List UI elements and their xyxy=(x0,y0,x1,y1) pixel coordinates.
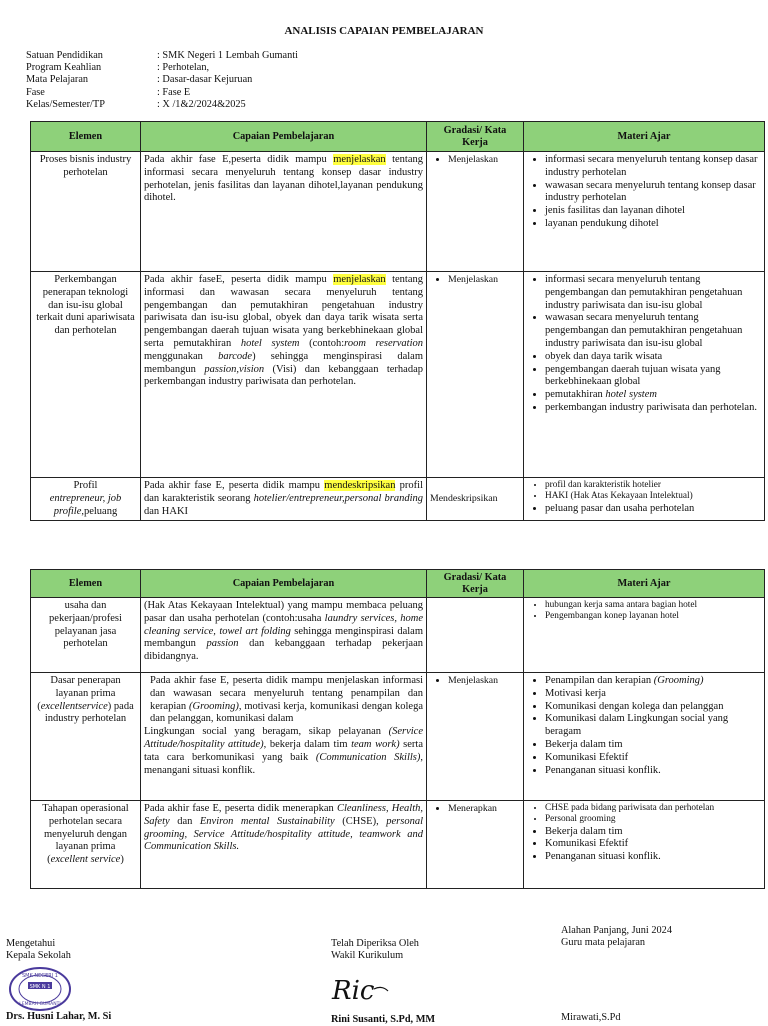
cp-text: Pada akhir fase E, peserta didik mampu menjelaskan informasi dan wawasan secara menyeluruh tentang penampilan dan kerapian xyxy=(150,675,423,712)
teacher-name: Mirawati,S.Pd xyxy=(561,1012,621,1023)
capaian-cell xyxy=(141,598,427,673)
cp-italic: team work) xyxy=(351,738,400,750)
elemen-text: ,peluang xyxy=(81,505,118,517)
cp-italic: hotel system xyxy=(240,337,300,349)
cp-text: , menangani situasi konflik. xyxy=(144,751,423,776)
materi-item: • Motivasi kerja xyxy=(545,688,761,701)
cp-text: , motivasi kerja, komunikasi dengan kolega dan pelanggan, komunikasi dalam xyxy=(150,700,423,725)
materi-item: • Bekerja dalam tim xyxy=(545,739,761,752)
cp-text: Pada akhir faseE, peserta didik mampu xyxy=(144,274,334,285)
cp-text: dan HAKI xyxy=(144,505,189,517)
headmaster-role: Kepala Sekolah xyxy=(6,950,71,962)
header-elemen: Elemen xyxy=(31,570,141,598)
header-capaian: Capaian Pembelajaran xyxy=(141,570,427,598)
identity-block xyxy=(26,50,298,111)
materi-cell xyxy=(524,598,765,673)
materi-cell xyxy=(524,673,765,801)
gradasi-item: • Menerapkan xyxy=(448,803,520,815)
materi-item: • informasi secara menyeluruh tentang pengembangan dan pemutakhiran pengetahuan industry pariwisata dan isu-isu global xyxy=(545,274,761,312)
cp-italic: room reservation xyxy=(344,337,423,349)
highlighted-verb: menjelaskan xyxy=(333,274,386,285)
capaian-cell xyxy=(141,801,427,889)
highlighted-verb: menjelaskan xyxy=(333,154,386,165)
table-row xyxy=(31,801,765,889)
materi-item: • Komunikasi dalam Lingkungan social yang beragam xyxy=(545,713,761,739)
cp-italic: hotelier/entrepreneur,personal branding xyxy=(253,492,423,504)
capaian-cell xyxy=(141,673,427,801)
handwritten-signature xyxy=(330,975,390,1005)
gradasi-cell xyxy=(427,152,524,272)
header-gradasi: Gradasi/ Kata Kerja xyxy=(427,122,524,152)
cp-text: dan xyxy=(169,815,200,827)
table-row xyxy=(31,478,765,521)
headmaster-signature-block xyxy=(6,938,71,963)
materi-item xyxy=(545,389,761,402)
cp-italic: (Service Attitude/hospitality attitude) xyxy=(144,726,423,750)
curriculum-name: Rini Susanti, S.Pd, MM xyxy=(331,1014,436,1025)
meta-value: : Dasar-dasar Kejuruan xyxy=(157,74,253,86)
materi-item: • informasi secara menyeluruh tentang konsep dasar industry perhotelan xyxy=(545,154,761,180)
cp-italic: barcode xyxy=(218,350,253,362)
materi-item: • CHSE pada bidang pariwisata dan perhotelan xyxy=(545,803,761,814)
capaian-cell xyxy=(141,272,427,478)
meta-row xyxy=(26,50,298,62)
header-gradasi: Gradasi/ Kata Kerja xyxy=(427,570,524,598)
materi-item: • Komunikasi dengan kolega dan pelanggan xyxy=(545,701,761,714)
cp-text: sehingga menginspirasi dalam membangun xyxy=(144,625,423,650)
materi-item: • obyek dan daya tarik wisata xyxy=(545,351,761,364)
teacher-role: Guru mata pelajaran xyxy=(561,937,646,949)
elemen-italic: excellent service xyxy=(50,854,121,866)
materi-text: pemutakhiran xyxy=(545,389,606,401)
cp-italic: personal grooming, Service Attitude/hospitality attitude, teamwork and Communication Skills. xyxy=(144,815,423,853)
cp-italic: (Communication Skills) xyxy=(315,751,421,763)
cp-table-page-1 xyxy=(30,121,765,521)
materi-item: • Komunikasi Efektif xyxy=(545,838,761,851)
meta-label: Fase xyxy=(26,86,45,98)
elemen-italic: entrepreneur, job profile xyxy=(49,492,122,517)
elemen-cell: usaha dan pekerjaan/profesi pelayanan jasa perhotelan xyxy=(31,598,141,673)
elemen-cell xyxy=(31,478,141,521)
materi-italic: hotel system xyxy=(605,389,657,401)
cp-text: serta tata cara berkomunikasi yang baik xyxy=(144,738,423,763)
place-date: Alahan Panjang, Juni 2024 xyxy=(561,925,672,936)
cp-text: (CHSE), xyxy=(334,815,387,827)
cp-table-page-2 xyxy=(30,569,765,889)
curriculum-role: Wakil Kurikulum xyxy=(331,950,404,962)
meta-value: : SMK Negeri 1 Lembah Gumanti xyxy=(157,50,298,61)
elemen-text: Dasar penerapan layanan prima ( xyxy=(37,675,121,712)
elemen-cell: Tahapan operasional perhotelan secara menyeluruh dengan layanan prima (excellent service) xyxy=(31,801,141,889)
elemen-cell xyxy=(31,673,141,801)
table-header-row xyxy=(31,122,765,152)
cp-italic: passion xyxy=(206,638,239,650)
cp-text: Pada akhir fase E, peserta didik menerapkan xyxy=(144,803,337,814)
cp-text: (contoh: xyxy=(299,337,345,349)
gradasi-item: • Menjelaskan xyxy=(448,675,520,687)
elemen-text: Tahapan operasional perhotelan secara menyeluruh dengan layanan prima xyxy=(42,803,129,853)
cp-text: tentang informasi dan wawasan secara menyeluruh tentang pengembangan dan pemutakhiran pengetahuan industry pariwisata dan isu-isu global, obyek dan daya tarik wisata serta pengembangan daerah tujuan wisata yang berkebhinekaan global serta pemutakhiran xyxy=(144,274,424,349)
materi-item: • Bekerja dalam tim xyxy=(545,826,761,839)
elemen-cell: Perkembangan penerapan teknologi dan isu-isu global terkait duni apariwisata dan perhotelan xyxy=(31,272,141,478)
materi-item xyxy=(545,675,761,688)
materi-cell xyxy=(524,152,765,272)
meta-row xyxy=(26,74,298,86)
cp-italic: Environ mental Sustainability xyxy=(199,815,335,827)
gradasi-cell: Mendeskripsikan xyxy=(427,478,524,521)
gradasi-item: • Menjelaskan xyxy=(448,274,520,286)
header-capaian: Capaian Pembelajaran xyxy=(141,122,427,152)
materi-item: • jenis fasilitas dan layanan dihotel xyxy=(545,205,761,218)
header-elemen: Elemen xyxy=(31,122,141,152)
materi-item: • peluang pasar dan usaha perhotelan xyxy=(545,503,761,516)
gradasi-item: • Menjelaskan xyxy=(448,154,520,166)
meta-label: Kelas/Semester/TP xyxy=(26,98,105,110)
cp-italic: laundry services, home cleaning service, towel art folding xyxy=(144,612,423,637)
cp-italic: Cleanliness, Health, Safety xyxy=(144,803,423,827)
meta-label: Mata Pelajaran xyxy=(26,74,89,86)
meta-label: Satuan Pendidikan xyxy=(26,50,103,61)
cp-text: (Hak Atas Kekayaan Intelektual) yang mampu membaca peluang pasar dan usaha perhotelan (contoh:usaha xyxy=(144,600,423,624)
cp-text: , bekerja dalam tim xyxy=(263,738,352,750)
cp-text: menggunakan xyxy=(144,350,219,362)
materi-item: • Penanganan situasi konflik. xyxy=(545,851,761,864)
table-row xyxy=(31,598,765,673)
table-row xyxy=(31,152,765,272)
meta-row xyxy=(26,99,298,111)
materi-item: • wawasan secara menyeluruh tentang konsep dasar industry perhotelan xyxy=(545,180,761,206)
header-materi: Materi Ajar xyxy=(524,122,765,152)
materi-cell xyxy=(524,801,765,889)
materi-item: • profil dan karakteristik hotelier xyxy=(545,480,761,491)
cp-text: ) sehingga menginspirasi dalam membangun xyxy=(144,350,423,375)
cp-text: Lingkungan social yang beragam, sikap pelayanan xyxy=(144,726,389,738)
table-row xyxy=(31,272,765,478)
school-stamp xyxy=(8,966,72,1012)
meta-label: Program Keahlian xyxy=(26,62,102,74)
elemen-italic: excellentservice xyxy=(40,700,108,712)
meta-value: : X /1&2/2024&2025 xyxy=(157,98,246,110)
table-header-row xyxy=(31,570,765,598)
gradasi-cell xyxy=(427,801,524,889)
capaian-cell xyxy=(141,478,427,521)
materi-item: • hubungan kerja sama antara bagian hotel xyxy=(545,600,761,611)
cp-text: (Visi) dan kebanggaan terhadap perkembangan industry pariwisata dan perhotelan. xyxy=(144,363,423,388)
teacher-signature-block xyxy=(561,925,672,950)
stamp-text-bottom: LEMBAH GUMANTI xyxy=(19,1002,61,1007)
headmaster-name: Drs. Husni Lahar, M. Si xyxy=(6,1011,112,1022)
elemen-text: Profil xyxy=(73,480,98,491)
materi-item: • perkembangan industry pariwisata dan perhotelan. xyxy=(545,402,761,415)
headmaster-caption: Mengetahui xyxy=(6,938,56,949)
curriculum-caption: Telah Diperiksa Oleh xyxy=(331,938,419,949)
cp-text: Pada akhir fase E, peserta didik mampu xyxy=(144,480,325,491)
materi-item: • Penanganan situasi konflik. xyxy=(545,765,761,778)
header-materi: Materi Ajar xyxy=(524,570,765,598)
meta-row xyxy=(26,62,298,74)
cp-text: dan kebanggaan terhadap pekerjaan dibidangnya. xyxy=(144,638,423,663)
cp-text: profil dan karakteristik seorang xyxy=(144,480,424,504)
cp-text: tentang informasi secara menyeluruh tentang konsep dasar industry perhotelan, jenis fasilitas dan layanan dihotel,layanan pendukung dihotel. xyxy=(144,154,424,204)
meta-value: : Perhotelan, xyxy=(157,62,210,74)
materi-italic: (Grooming) xyxy=(653,675,704,686)
elemen-text: ) pada industry perhotelan xyxy=(44,700,134,725)
gradasi-cell xyxy=(427,598,524,673)
meta-row xyxy=(26,87,298,99)
cp-italic: (Grooming) xyxy=(189,700,239,712)
materi-item: • Personal grooming xyxy=(545,814,761,825)
gradasi-cell xyxy=(427,673,524,801)
stamp-text-middle: SMK N 1 xyxy=(29,984,51,990)
cp-italic: passion,vision xyxy=(204,363,265,375)
materi-item: • wawasan secara menyeluruh tentang pengembangan dan pemutakhiran pengetahuan industry pariwisata dan isu-isu global xyxy=(545,312,761,350)
elemen-cell: Proses bisnis industry perhotelan xyxy=(31,152,141,272)
materi-item: • HAKI (Hak Atas Kekayaan Intelektual) xyxy=(545,491,761,502)
materi-cell xyxy=(524,478,765,521)
curriculum-signature-block xyxy=(331,938,419,963)
meta-value: : Fase E xyxy=(157,86,191,98)
highlighted-verb: mendeskripsikan xyxy=(324,480,396,491)
materi-cell xyxy=(524,272,765,478)
cp-text: Pada akhir fase E,peserta didik mampu xyxy=(144,154,334,165)
gradasi-cell xyxy=(427,272,524,478)
table-row xyxy=(31,673,765,801)
materi-text: Penampilan dan kerapian xyxy=(545,675,654,686)
materi-item: • Komunikasi Efektif xyxy=(545,752,761,765)
svg-text:Ric: Ric xyxy=(332,976,375,1005)
materi-item: • layanan pendukung dihotel xyxy=(545,218,761,231)
materi-item: • pengembangan daerah tujuan wisata yang berkebhinekaan global xyxy=(545,364,761,390)
materi-item: • Pengembangan konep layanan hotel xyxy=(545,611,761,622)
capaian-cell xyxy=(141,152,427,272)
stamp-text-top: SMK NEGERI 1 xyxy=(21,973,59,979)
document-title: ANALISIS CAPAIAN PEMBELAJARAN xyxy=(284,25,484,37)
